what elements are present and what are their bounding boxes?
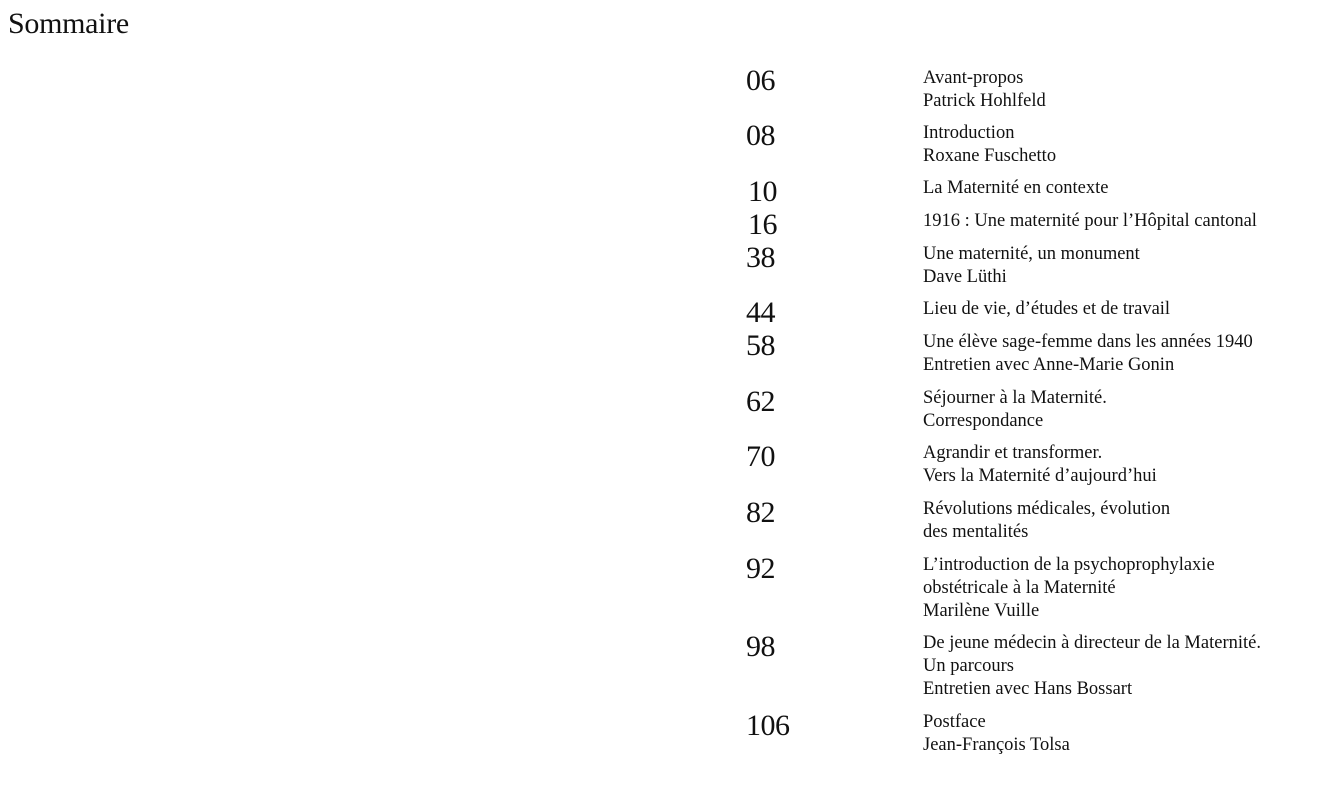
entry-text xyxy=(923,243,1140,289)
entry-title: Postface xyxy=(923,712,986,732)
page-number: 62 xyxy=(746,385,775,418)
entry-title: De jeune médecin à directeur de la Maternité. xyxy=(923,633,1261,653)
entry-text xyxy=(923,554,1215,623)
page-number: 06 xyxy=(746,64,775,97)
entry-text xyxy=(923,442,1157,488)
page-number: 58 xyxy=(746,329,775,362)
entry-author: Entretien avec Hans Bossart xyxy=(923,679,1133,699)
page-number: 92 xyxy=(746,552,775,585)
entry-title: Une maternité, un monument xyxy=(923,244,1140,264)
entry-title: Révolutions médicales, évolution xyxy=(923,499,1171,519)
entry-text xyxy=(923,331,1253,377)
entry-text xyxy=(923,67,1046,113)
page-number: 38 xyxy=(746,241,775,274)
entry-text xyxy=(923,632,1261,701)
entry-subtitle: Vers la Maternité d’aujourd’hui xyxy=(923,466,1157,486)
entry-author: Dave Lüthi xyxy=(923,267,1007,287)
entry-subtitle: Un parcours xyxy=(923,656,1014,676)
page-number: 106 xyxy=(746,709,790,742)
entry-title-continued: des mentalités xyxy=(923,522,1029,542)
page-number: 10 xyxy=(748,175,777,208)
entry-author: Marilène Vuille xyxy=(923,601,1040,621)
entry-title: Agrandir et transformer. xyxy=(923,443,1103,463)
entry-title-continued: obstétricale à la Maternité xyxy=(923,578,1116,598)
entry-subtitle: Correspondance xyxy=(923,411,1044,431)
entry-text xyxy=(923,711,1070,757)
page-number: 98 xyxy=(746,630,775,663)
entry-title: Introduction xyxy=(923,123,1015,143)
page-number: 44 xyxy=(746,296,775,329)
entry-text xyxy=(923,122,1056,168)
entry-text xyxy=(923,177,1108,200)
page-number: 82 xyxy=(746,496,775,529)
entry-author: Jean-François Tolsa xyxy=(923,735,1070,755)
page-number: 08 xyxy=(746,119,775,152)
page-number: 16 xyxy=(748,208,777,241)
entry-title: 1916 : Une maternité pour l’Hôpital cantonal xyxy=(923,211,1257,231)
entry-author: Roxane Fuschetto xyxy=(923,146,1057,166)
entry-author: Patrick Hohlfeld xyxy=(923,91,1046,111)
entry-text xyxy=(923,298,1170,321)
entry-text xyxy=(923,498,1170,544)
page-number: 70 xyxy=(746,440,775,473)
entry-title: Lieu de vie, d’études et de travail xyxy=(923,299,1171,319)
entry-title: Une élève sage-femme dans les années 1940 xyxy=(923,332,1253,352)
page-title: Sommaire xyxy=(8,7,129,40)
entry-title: La Maternité en contexte xyxy=(923,178,1109,198)
entry-text xyxy=(923,387,1107,433)
entry-text xyxy=(923,210,1257,233)
entry-title: L’introduction de la psychoprophylaxie xyxy=(923,555,1215,575)
entry-author: Entretien avec Anne-Marie Gonin xyxy=(923,355,1175,375)
entry-title: Avant-propos xyxy=(923,68,1024,88)
entry-title: Séjourner à la Maternité. xyxy=(923,388,1107,408)
